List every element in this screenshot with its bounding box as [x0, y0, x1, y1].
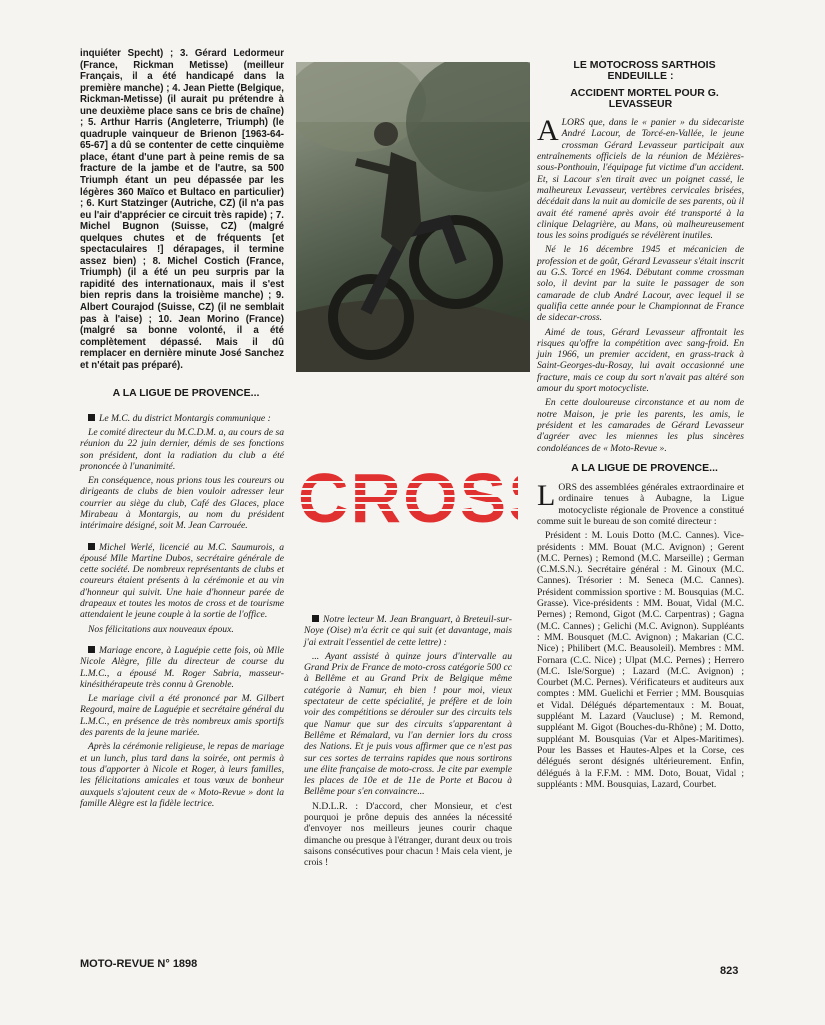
alegre-wedding-paragraph: Mariage encore, à Laguépie cette fois, où Mlle Nicole Alègre, fille du directeur de course du L.M.C., a épousé M. Roger Sabria, masseur-kinésithérapeute très connu à Grenoble.: [80, 644, 284, 690]
accident-paragraph-3: Aimé de tous, Gérard Levasseur affrontait les risques qu'offre la compétition avec sang-froid. En juin 1966, un premier accident, en grass-track à Saint-Georges-du-Rosay, lui avait occasionné une fracture, mais ce coup du sort n'avait pas altéré son amour du sport motocycliste.: [537, 326, 744, 395]
reader-letter-body: ... Ayant assisté à quinze jours d'intervalle au Grand Prix de France de moto-cross catégorie 500 cc à Bellême et au Grand Prix de Belgique même catégorie à Namur, eh bien ! pour moi, vieux spectateur de cette spécialité, je préfère et de loin voir des compétitions se dérouler sur des circuits tels que Namur que sur des circuits s'apparentant à Bellême et Rémalard, vu l'an dernier lors du cross des Nations. Et je puis vous affirmer que ce n'est pas sur ces sortes de terrains rapides que nous sortirons une élite française de moto-cross. Je cite par exemple les places de 10e et de 11e de Porte et Bacou à Bellême pour s'en convaincre...: [304, 650, 512, 798]
werle-wedding-paragraph: Michel Werlé, licencié au M.C. Saumurois, a épousé Mlle Martine Dubos, secrétaire générale de cette société. De nombreux représentants de clubs et coureurs étaient présents à la cérémonie et au vin d'honneur qui suivit. Une haie d'honneur parée de drapeaux et toutes les motos de cross et de tourisme attendaient le jeune couple à la sortie de l'office.: [80, 541, 284, 621]
motocross-rider-image: [296, 62, 530, 372]
column-middle: [304, 614, 512, 872]
section-heading-provence: A LA LIGUE DE PROVENCE...: [112, 387, 260, 400]
condolences-paragraph: En cette douloureuse circonstance et au nom de notre Maison, je prie les parents, les amis, le président et les camarades de Gérard Levasseur d'agréer avec les miennes les plus sincères condoléances de « Moto-Revue ».: [537, 397, 744, 454]
drop-cap-l: L: [537, 479, 556, 513]
square-bullet-icon: [312, 615, 319, 622]
square-bullet-icon: [88, 414, 95, 421]
reader-letter-intro: Notre lecteur M. Jean Branguart, à Breteuil-sur-Noye (Oise) m'a écrit ce qui suit (et davantage, mais j'ai extrait l'essentiel de cette lettre) :: [304, 614, 512, 648]
column-right: [537, 60, 744, 793]
footer-issue: MOTO-REVUE N° 1898: [80, 958, 198, 970]
drop-cap-a: A: [537, 114, 559, 148]
editor-note: N.D.L.R. : D'accord, cher Monsieur, et c'est pourquoi je prône depuis des années la nécessité d'envoyer nos meilleurs jeunes courir chaque dimanche ou presque à l'étranger, durant deux ou trois saisons consécutives pour chacun ! Mais cela vient, je crois !: [304, 800, 512, 869]
assembly-intro: LORS des assemblées générales extraordinaire et ordinaire tenues à Aubagne, la Ligue motocycliste régionale de Provence a constitué comme suit le bureau de son comité directeur :: [537, 479, 744, 527]
civil-marriage-paragraph: Le mariage civil a été prononcé par M. Gilbert Regourd, maire de Laguépie et secrétaire général du L.M.C., en présence de très nombreux amis sportifs des parents de la jeune mariée.: [80, 693, 284, 739]
square-bullet-icon: [88, 543, 95, 550]
montargis-paragraph-2: En conséquence, nous prions tous les coureurs ou dirigeants de clubs de bien vouloir adresser leur courrier au siège du club, Café des Glaces, place Mirabeau à Montargis, au nom du président intérimaire désigné, soit M. Jean Carrouée.: [80, 475, 284, 532]
montargis-intro: Le M.C. du district Montargis communique :: [80, 413, 284, 424]
article-title: LE MOTOCROSS SARTHOIS ENDEUILLE :: [573, 59, 716, 83]
cross-logo-text: CROS: [298, 459, 509, 537]
section-heading-provence-2: A LA LIGUE DE PROVENCE...: [571, 461, 718, 474]
accident-paragraph-1: ALORS que, dans le « panier » du sidecariste André Lacour, de Torcé-en-Vallée, le jeune crossman Gérard Levasseur participait aux entraînements officiels de la réunion de Mézières-sous-Ponthouin, l'équipage fut victime d'un accident. Et, si Lacour s'en tirait avec un poignet cassé, le malheureux Levasseur, vertèbres cervicales brisées, décédait dans la nuit au domicile de ses parents, où il avait été ramené après avoir été transporté à la clinique Delagrière, au Mans, où malheureusement tous les soins prodigués se révélèrent inutiles.: [537, 114, 744, 242]
article-subtitle: ACCIDENT MORTEL POUR G. LEVASSEUR: [570, 86, 719, 110]
page-number: 823: [720, 965, 739, 977]
column-left: [80, 48, 284, 812]
ceremony-paragraph: Après la cérémonie religieuse, le repas de mariage et un lunch, plus tard dans la soirée, ont permis à tous d'apporter à Nicole et Roger, à leurs familles, les félicitations amicales et tous vœux de bonheur auxquels s'ajoutent ceux de « Moto-Revue » dont la famille Alègre est la fidèle lectrice.: [80, 741, 284, 809]
square-bullet-icon: [88, 646, 95, 653]
accident-paragraph-2: Né le 16 décembre 1945 et mécanicien de profession et de goût, Gérard Levasseur s'était inscrit au G.S. Torcé en 1964. Débutant comme crossman solo, il devint par la suite le passager de son camarade de club André Lacour, avec lequel il se qualifia cette année pour le Championnat de France de sidecar-cross.: [537, 244, 744, 324]
werle-congrats: Nos félicitations aux nouveaux époux.: [88, 623, 234, 635]
montargis-paragraph-1: Le comité directeur du M.C.D.M. a, au cours de sa réunion du 22 juin dernier, démis de ses fonctions son président, dont la radiation du club a été prononcée à l'unanimité.: [80, 426, 284, 472]
motocross-photo: [296, 62, 530, 372]
race-results-text: inquiéter Specht) ; 3. Gérard Ledormeur (France, Rickman Metisse) (meilleur Français, il a été handicapé dans la première manche) ; 4. Jean Piette (Belgique, Rickman-Metisse) (il aurait pu prétendre à une deuxième place sans ce bris de chaîne) ; 5. Arthur Harris (Angleterre, Triumph) (le quadruple vainqueur de Brienon [1963-64-65-67] a dû se contenter de cette cinquième place, étant d'une part à peine remis de sa fracture de la jambe et de l'autre, sa 500 Triumph étant un peu dépassée par les légères 360 Maïco et Bultaco en particulier) ; 6. Kurt Statzinger (Autriche, CZ) (il n'a pas eu l'air d'apprécier ce circuit très rapide) ; 7. Michel Bugnon (Suisse, CZ) (malgré quelques chutes et de fréquents [et spectaculaires !] dérapages, il termine assez bien) ; 8. Michel Costich (France, Triumph) (il a été un peu surpris par la rapidité des internationaux, mais il s'est bien repris dans la troisième manche) ; 9. Albert Courajod (Suisse, CZ) (il ne semblait pas à l'aise) ; 10. Jean Morino (France) (malgré sa bonne volonté, il a été complètement dépassé. Mais il dû remplacer en dernière minute José Sanchez et n'était pas préparé).: [80, 48, 284, 371]
committee-list: Président : M. Louis Dotto (M.C. Cannes). Vice-présidents : MM. Bouat (M.C. Avignon) ; Gerent (M.C. Pernes) ; Remond (M.C. Marseille) ; German (C.M.S.N.). Secrétaire général : M. Ginoux (M.C. Cannes). Trésorier : M. Seneca (M.C. Cannes). Président commission sportive : M. Bousquias (M.C. Grasse). Vice-présidents : MM. Bouat, Vidal (M.C. Pernes) ; Remond, Gigot (M.C. Carpentras) ; Gagna (M.C. Cannes) ; Gelichi (M.C. Avignon). Suppléants : MM. Bousquet (M.C. Avignon) ; Makarian (C.C. Nice) ; Philibert (M.C. Beausoleil). Membres : MM. Fornara (C.C. Nice) ; Ulpat (M.C. Pernes) ; Herrero (M.C. Isle/Sorgue) ; Lazard (M.C. Avignon) ; Courbet (M.C. Pernes). Vérificateurs et auditeurs aux comptes : MM. Guelichi et Ferrier ; MM. Bousquias et Vidal. Délégués départementaux : M. Bouat, suppléant M. Lazard (Vaucluse) ; M. Remond, suppléant M. Gigot (Bouches-du-Rhône) ; M. Dotto, suppléant M. Bousquias (Var et Alpes-Maritimes). Pour les Basses et Hautes-Alpes et la Corse, ces délégués seront désignés ultérieurement. Enfin, délégués à la F.F.M. : MM. Doto, Bouat, Vidal ; suppléants : MM. Bousquias, Lazard, Courbet.: [537, 530, 744, 790]
cross-logo: [296, 452, 518, 542]
